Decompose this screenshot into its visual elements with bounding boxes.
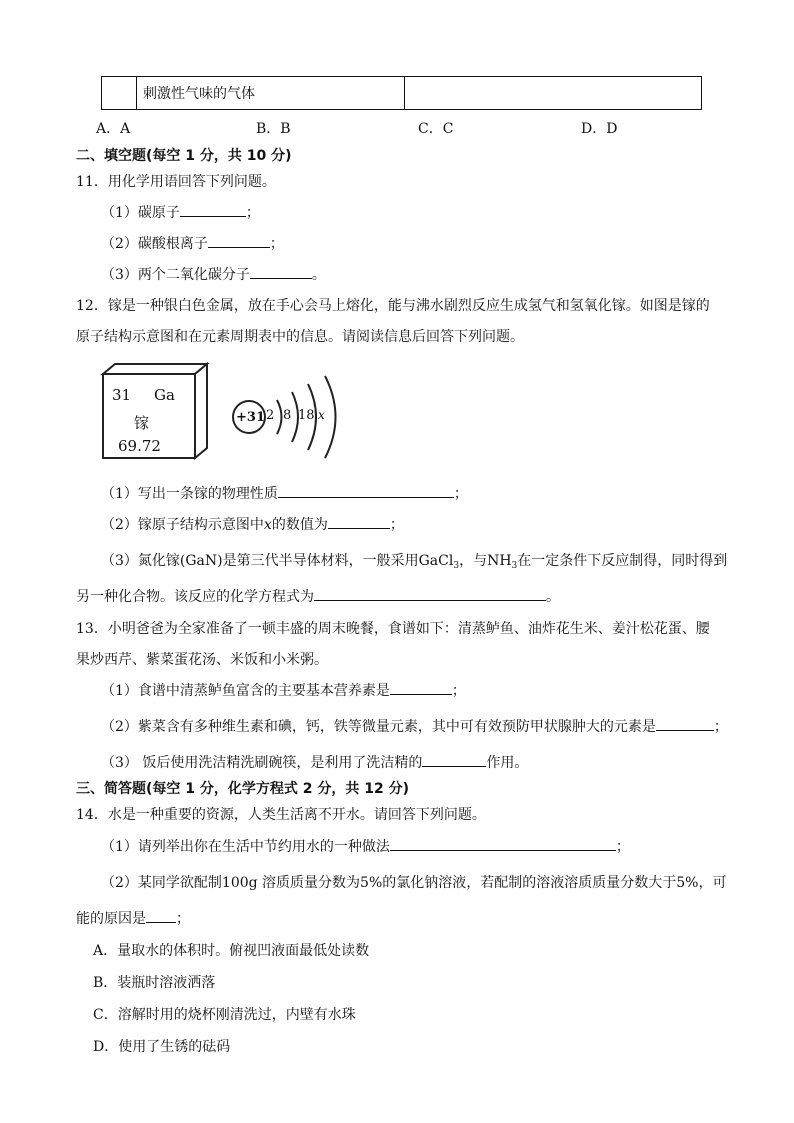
shell-2: 8 <box>283 408 292 423</box>
table-cell-label <box>102 77 137 110</box>
answer-blank[interactable] <box>146 908 176 923</box>
table-cell-empty <box>405 77 702 110</box>
options-table <box>101 76 702 110</box>
q14-choice-b: B．装瓶时溶液洒落 <box>93 975 216 991</box>
atom-nucleus: +31 <box>236 410 265 425</box>
answer-blank[interactable] <box>208 233 270 248</box>
q14-part2-line1: （2）某同学欲配制100g 溶质质量分数为5%的氯化钠溶液，若配制的溶液溶质质量分数大于5%，可 <box>101 875 727 891</box>
shell-3: 18 <box>298 408 315 423</box>
q11-part1: （1）碳原子 ； <box>101 202 260 222</box>
q14-stem: 14．水是一种重要的资源，人类生活离不开水。请回答下列问题。 <box>76 807 486 823</box>
section2-heading: 二、填空题(每空 1 分，共 10 分) <box>76 148 292 164</box>
q14-choice-d: D．使用了生锈的砝码 <box>93 1039 231 1055</box>
element-number: 31 <box>112 386 132 404</box>
table-cell-gas: 刺激性气味的气体 <box>137 77 405 110</box>
q14-part1: （1）请列举出你在生活中节约用水的一种做法 ； <box>101 836 630 856</box>
q13-part1: （1）食谱中清蒸鲈鱼富含的主要基本营养素是 ； <box>101 680 466 700</box>
element-mass: 69.72 <box>118 437 161 455</box>
q12-part3: （3）氮化镓(GaN)是第三代半导体材料，一般采用GaCl$_3$，与$NH_3$在一定条件下反应制得，同时得到 <box>101 553 728 571</box>
q12-part3-cont: 另一种化合物。该反应的化学方程式为 。 <box>76 586 560 606</box>
q11-stem: 11．用化学用语回答下列问题。 <box>76 174 276 190</box>
answer-blank[interactable] <box>390 680 452 695</box>
option-d: D．D <box>581 121 618 137</box>
q14-choice-c: C．溶解时用的烧杯刚清洗过，内壁有水珠 <box>93 1007 356 1023</box>
q11-part2: （2）碳酸根离子 ； <box>101 233 284 253</box>
table-row <box>102 77 702 110</box>
q12-part2: （2）镓原子结构示意图中x的数值为 ； <box>101 514 404 534</box>
element-name: 镓 <box>134 414 150 432</box>
q12-stem-line1: 12．镓是一种银白色金属，放在手心会马上熔化，能与沸水剧烈反应生成氢气和氢氧化镓。如图是镓的 <box>76 298 710 314</box>
q14-part2-line2: 能的原因是 ； <box>76 908 190 928</box>
option-a: A．A <box>96 121 131 137</box>
q13-part2: （2）紫菜含有多种维生素和碘，钙，铁等微量元素，其中可有效预防甲状腺肿大的元素是 ； <box>101 716 728 736</box>
q13-stem-line1: 13．小明爸爸为全家准备了一顿丰盛的周末晚餐，食谱如下：清蒸鲈鱼、油炸花生米、姜汁松花蛋、腰 <box>76 621 710 637</box>
answer-blank[interactable] <box>250 264 312 279</box>
shell-1: 2 <box>266 408 275 423</box>
section3-heading: 三、简答题(每空 1 分，化学方程式 2 分，共 12 分) <box>76 781 410 797</box>
answer-blank[interactable] <box>390 836 616 851</box>
q12-part1: （1）写出一条镓的物理性质 ； <box>101 483 468 503</box>
answer-blank[interactable] <box>180 202 246 217</box>
q14-choice-a: A．量取水的体积时。俯视凹液面最低处读数 <box>93 943 370 959</box>
q11-part3: （3）两个二氧化碳分子 。 <box>101 264 326 284</box>
q13-part3: （3） 饭后使用洗洁精洗刷碗筷，是利用了洗洁精的 作用。 <box>101 752 528 772</box>
option-b: B．B <box>256 121 291 137</box>
shell-4: x <box>318 408 325 422</box>
answer-blank[interactable] <box>656 716 714 731</box>
q13-stem-line2: 果炒西芹、紫菜蛋花汤、米饭和小米粥。 <box>76 652 328 668</box>
option-c: C．C <box>418 121 454 137</box>
element-symbol: Ga <box>154 386 175 404</box>
answer-blank[interactable] <box>328 514 390 529</box>
answer-blank[interactable] <box>314 586 546 601</box>
answer-blank[interactable] <box>422 752 486 767</box>
answer-blank[interactable] <box>278 483 454 498</box>
q12-stem-line2: 原子结构示意图和在元素周期表中的信息。请阅读信息后回答下列问题。 <box>76 329 524 345</box>
